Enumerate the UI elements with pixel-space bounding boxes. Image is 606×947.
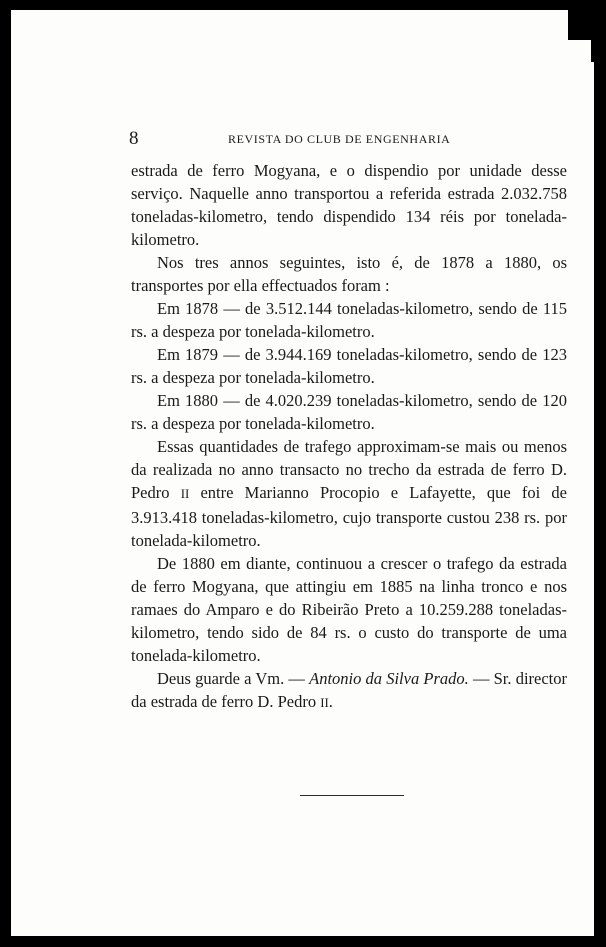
paragraph-year-1879: Em 1879 — de 3.944.169 toneladas-kilometro, sendo de 123 rs. a despeza por tonelada-kilometro.: [131, 345, 567, 387]
closing-addressee: — Sr. director da estrada de ferro D. Pedro: [131, 669, 567, 711]
closing-salutation: Deus guarde a Vm. —: [157, 669, 310, 688]
running-title: REVISTA DO CLUB DE ENGENHARIA: [228, 132, 451, 146]
comparison-text-start: Essas quantidades de trafego approximam-se mais ou menos da realizada no anno transacto no trecho da estrada de ferro D. Pedro: [131, 437, 567, 502]
closing-period: .: [328, 692, 333, 711]
paragraph-year-1880: Em 1880 — de 4.020.239 toneladas-kilometro, sendo de 120 rs. a despeza por tonelada-kilometro.: [131, 391, 567, 433]
paragraph-transport-intro: Nos tres annos seguintes, isto é, de 1878 a 1880, os transportes por ella effectuados foram :: [131, 253, 567, 295]
roman-numeral: II: [180, 487, 190, 501]
signatory-name: Antonio da Silva Prado.: [309, 669, 469, 688]
scan-corner-mark: [568, 10, 594, 40]
paragraph-year-1878: Em 1878 — de 3.512.144 toneladas-kilometro, sendo de 115 rs. a despeza por tonelada-kilometro.: [131, 299, 567, 341]
paragraph-continuation: estrada de ferro Mogyana, e o dispendio por unidade desse serviço. Naquelle anno transportou a referida estrada 2.032.758 toneladas-kilometro, tendo dispendido 134 réis por tonelada-kilometro.: [131, 161, 567, 249]
section-end-rule: [300, 795, 404, 796]
page-number: 8: [129, 128, 139, 149]
roman-numeral: II: [320, 696, 329, 710]
document-page: [11, 10, 594, 936]
paragraph-closing: [131, 667, 567, 715]
body-text: [131, 159, 567, 715]
comparison-text-end: entre Marianno Procopio e Lafayette, que foi de 3.913.418 toneladas-kilometro, cujo transporte custou 238 rs. por tonelada-kilometro.: [131, 483, 567, 550]
page-header: [129, 128, 473, 150]
paragraph-growth: De 1880 em diante, continuou a crescer o trafego da estrada de ferro Mogyana, que attingiu em 1885 na linha tronco e nos ramaes do Amparo e do Ribeirão Preto a 10.259.288 toneladas-kilometro, tendo sido de 84 rs. o custo do transporte de uma tonelada-kilometro.: [131, 554, 567, 665]
scan-edge-line: [591, 40, 594, 62]
paragraph-comparison: [131, 435, 567, 552]
